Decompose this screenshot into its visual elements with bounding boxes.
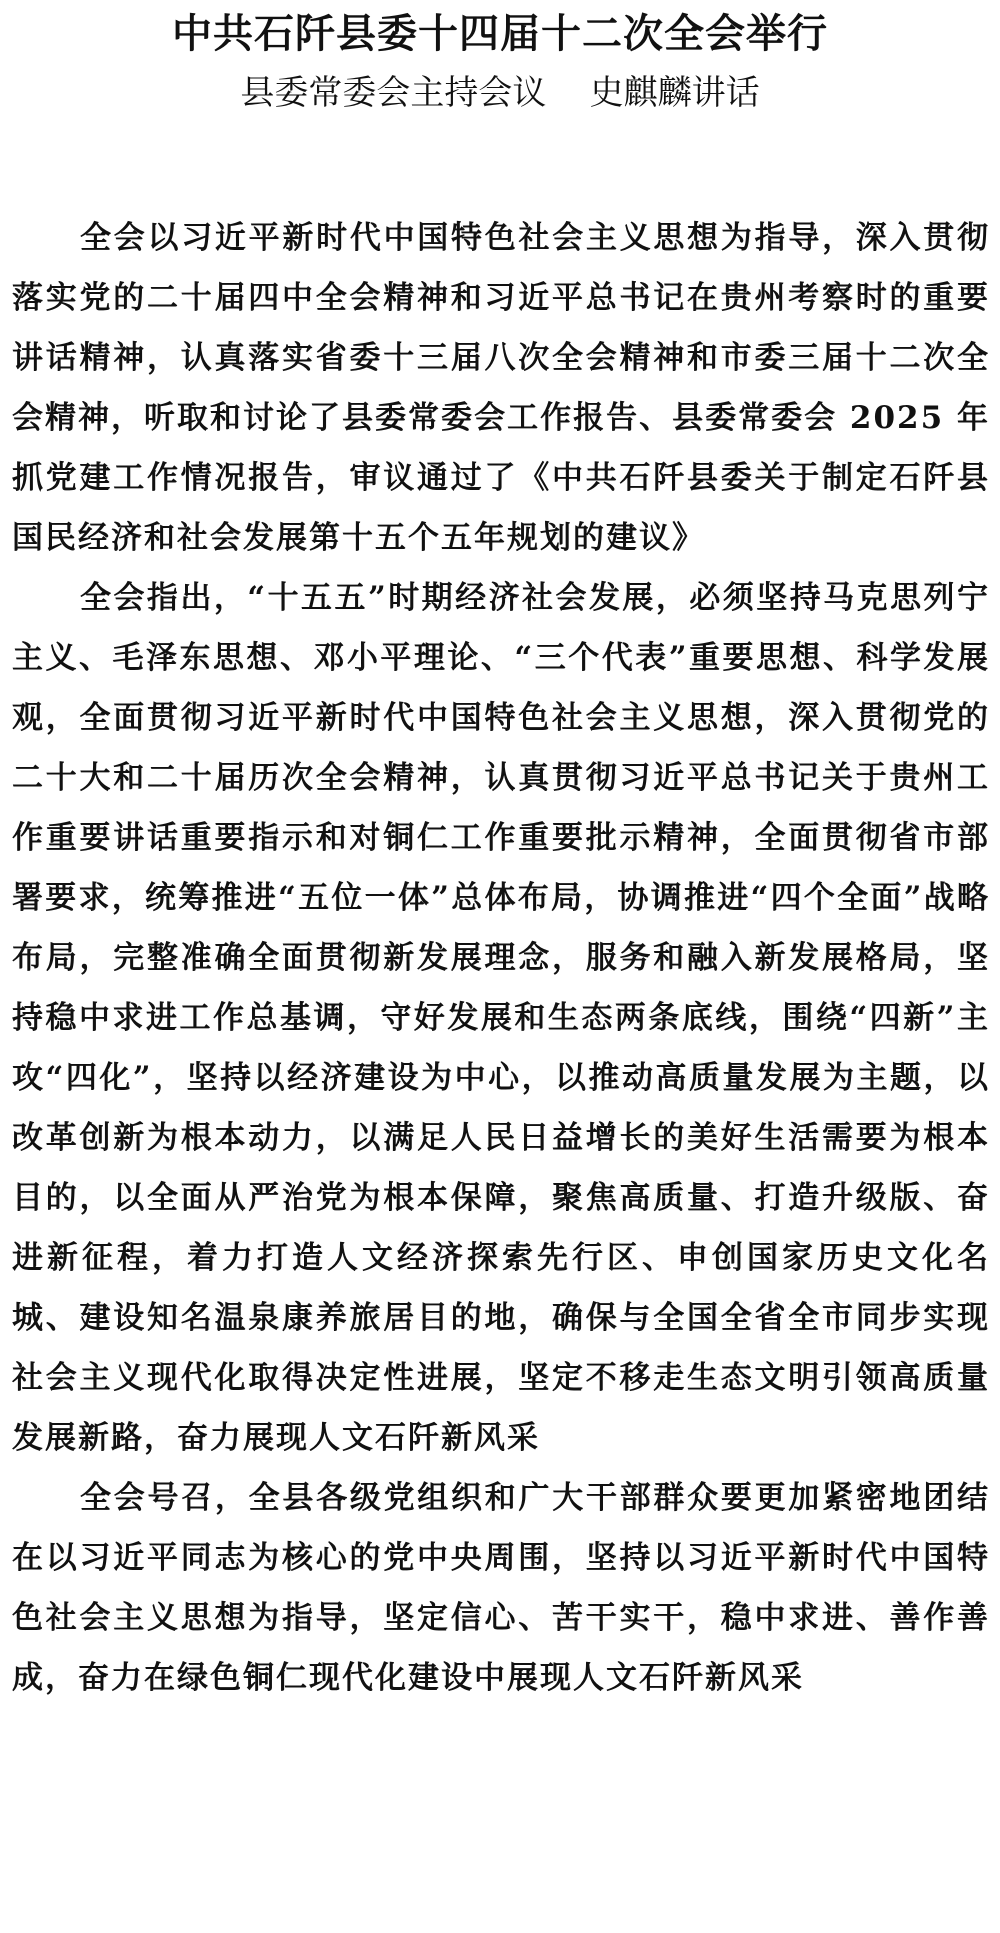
article-body <box>12 208 990 1708</box>
article-paragraph: 全会指出，“十五五”时期经济社会发展，必须坚持马克思列宁主义、毛泽东思想、邓小平理论、“三个代表”重要思想、科学发展观，全面贯彻习近平新时代中国特色社会主义思想，深入贯彻党的二十大和二十届历次全会精神，认真贯彻习近平总书记关于贵州工作重要讲话重要指示和对铜仁工作重要批示精神，全面贯彻省市部署要求，统筹推进“五位一体”总体布局，协调推进“四个全面”战略布局，完整准确全面贯彻新发展理念，服务和融入新发展格局，坚持稳中求进工作总基调，守好发展和生态两条底线，围绕“四新”主攻“四化”，坚持以经济建设为中心，以推动高质量发展为主题，以改革创新为根本动力，以满足人民日益增长的美好生活需要为根本目的，以全面从严治党为根本保障，聚焦高质量、打造升级版、奋进新征程，着力打造人文经济探索先行区、申创国家历史文化名城、建设知名温泉康养旅居目的地，确保与全国全省全市同步实现社会主义现代化取得决定性进展，坚定不移走生态文明引领高质量发展新路，奋力展现人文石阡新风采 <box>12 580 990 1456</box>
article-paragraph: 全会以习近平新时代中国特色社会主义思想为指导，深入贯彻落实党的二十届四中全会精神和习近平总书记在贵州考察时的重要讲话精神，认真落实省委十三届八次全会精神和市委三届十二次全会精神，听取和讨论了县委常委会工作报告、县委常委会 2025 年抓党建工作情况报告，审议通过了《中共石阡县委关于制定石阡县国民经济和社会发展第十五个五年规划的建议》 <box>12 220 990 556</box>
article-headline: 中共石阡县委十四届十二次全会举行 <box>172 10 828 57</box>
article-subheadline: 县委常委会主持会议 史麒麟讲话 <box>240 73 760 113</box>
article-paragraph: 全会号召，全县各级党组织和广大干部群众要更加紧密地团结在以习近平同志为核心的党中央周围，坚持以习近平新时代中国特色社会主义思想为指导，坚定信心、苦干实干，稳中求进、善作善成，奋力在绿色铜仁现代化建设中展现人文石阡新风采 <box>12 1480 990 1696</box>
